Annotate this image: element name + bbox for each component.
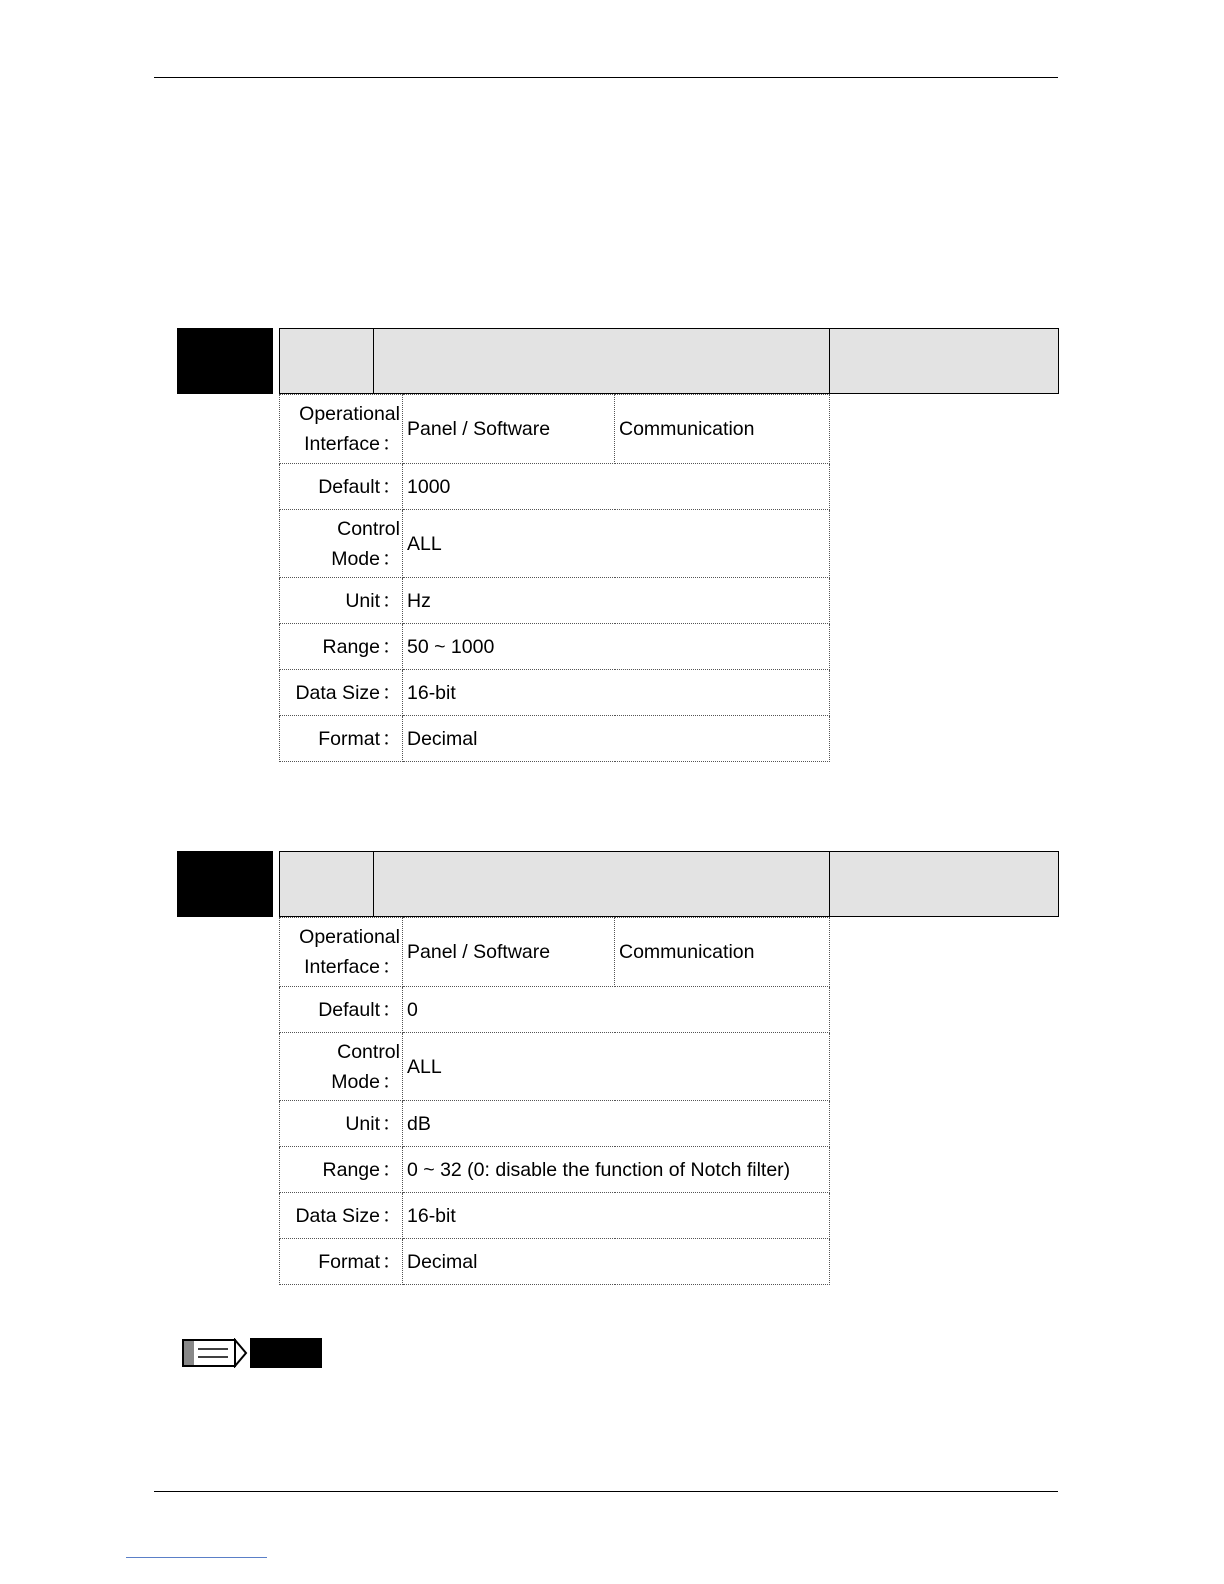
operational-interface-label: Operational Interface ： [280, 395, 403, 464]
interface-communication: Communication [615, 918, 830, 987]
unit-value: dB [403, 1101, 830, 1147]
parameter-header-reference [829, 328, 1059, 394]
parameter-code-tab [177, 328, 273, 394]
interface-panel-software: Panel / Software [403, 395, 615, 464]
unit-row: Unit ： dB [280, 1101, 830, 1147]
format-row: Format ： Decimal [280, 1239, 830, 1285]
default-row: Default ： 1000 [280, 464, 830, 510]
format-value: Decimal [403, 716, 830, 762]
data-size-value: 16-bit [403, 1193, 830, 1239]
note-label-box [250, 1338, 322, 1368]
operational-interface-row [280, 918, 830, 987]
parameter-header-address [279, 851, 373, 917]
parameter-header-name [373, 328, 829, 394]
parameter-code-tab [177, 851, 273, 917]
data-size-row: Data Size ： 16-bit [280, 670, 830, 716]
range-value: 50 ~ 1000 [403, 624, 830, 670]
range-row: Range ： 0 ~ 32 (0: disable the function of Notch filter) [280, 1147, 830, 1193]
parameter-header-address [279, 328, 373, 394]
parameter-header-name [373, 851, 829, 917]
parameter-table [279, 394, 830, 762]
data-size-row: Data Size ： 16-bit [280, 1193, 830, 1239]
default-value: 0 [403, 987, 830, 1033]
pencil-note-icon [182, 1338, 248, 1368]
unit-value: Hz [403, 578, 830, 624]
parameter-table [279, 917, 830, 1285]
operational-interface-row [280, 395, 830, 464]
control-mode-row: Control Mode ： ALL [280, 510, 830, 578]
unit-row: Unit ： Hz [280, 578, 830, 624]
footer-link-underline [126, 1557, 267, 1558]
header-rule [154, 77, 1058, 78]
format-row: Format ： Decimal [280, 716, 830, 762]
operational-interface-label: Operational Interface ： [280, 918, 403, 987]
interface-communication: Communication [615, 395, 830, 464]
format-value: Decimal [403, 1239, 830, 1285]
range-row: Range ： 50 ~ 1000 [280, 624, 830, 670]
data-size-value: 16-bit [403, 670, 830, 716]
footer-rule [154, 1491, 1058, 1492]
range-value: 0 ~ 32 (0: disable the function of Notch filter) [403, 1147, 830, 1193]
parameter-header-reference [829, 851, 1059, 917]
control-mode-value: ALL [403, 510, 830, 578]
interface-panel-software: Panel / Software [403, 918, 615, 987]
default-row: Default ： 0 [280, 987, 830, 1033]
control-mode-row: Control Mode ： ALL [280, 1033, 830, 1101]
default-value: 1000 [403, 464, 830, 510]
control-mode-value: ALL [403, 1033, 830, 1101]
